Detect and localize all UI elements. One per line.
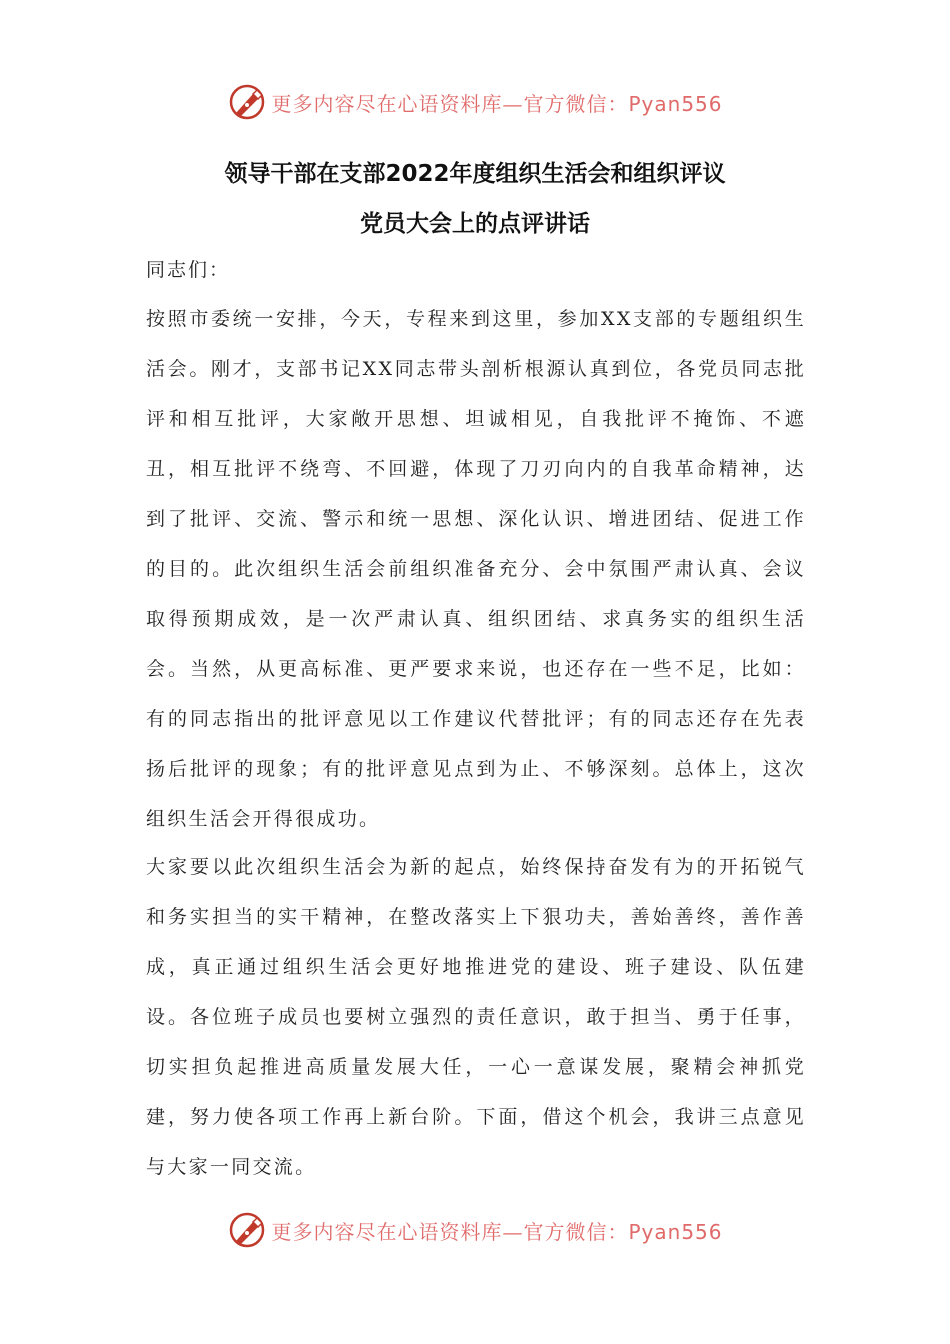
header-wechat-id: Pyan556: [628, 91, 723, 116]
header-banner-text: [271, 88, 722, 117]
document-title-line2: 党员大会上的点评讲话: [360, 211, 590, 237]
body-paragraph-2: 大家要以此次组织生活会为新的起点，始终保持奋发有为的开拓锐气和务实担当的实干精神，在整改落实上下狠功夫，善始善终，善作善成，真正通过组织生活会更好地推进党的建设、班子建设、队伍建设。各位班子成员也要树立强烈的责任意识，敢于担当、勇于任事，切实担负起推进高质量发展大任，一心一意谋发展，聚精会神抓党建，努力使各项工作再上新台阶。下面，借这个机会，我讲三点意见与大家一同交流。: [146, 856, 806, 1178]
header-banner-label: 更多内容尽在心语资料库—官方微信：: [271, 91, 629, 116]
footer-wechat-id: Pyan556: [628, 1219, 723, 1244]
document-title-line1: 领导干部在支部2022年度组织生活会和组织评议: [224, 161, 726, 187]
footer-banner-label: 更多内容尽在心语资料库—官方微信：: [271, 1219, 629, 1244]
pen-nib-logo-icon: [227, 82, 267, 122]
header-banner: [0, 80, 950, 124]
pen-nib-logo-icon: [227, 1210, 267, 1250]
body-paragraph-1: 按照市委统一安排，今天，专程来到这里，参加XX支部的专题组织生活会。刚才，支部书记XX同志带头剖析根源认真到位，各党员同志批评和相互批评，大家敞开思想、坦诚相见，自我批评不掩饰、不遮丑，相互批评不绕弯、不回避，体现了刀刃向内的自我革命精神，达到了批评、交流、警示和统一思想、深化认识、增进团结、促进工作的目的。此次组织生活会前组织准备充分、会中氛围严肃认真、会议取得预期成效，是一次严肃认真、组织团结、求真务实的组织生活会。当然，从更高标准、更严要求来说，也还存在一些不足，比如：有的同志指出的批评意见以工作建议代替批评；有的同志还存在先表扬后批评的现象；有的批评意见点到为止、不够深刻。总体上，这次组织生活会开得很成功。: [146, 308, 806, 830]
footer-banner-text: [271, 1216, 722, 1245]
salutation: 同志们：: [146, 259, 231, 281]
footer-banner: [0, 1208, 950, 1252]
